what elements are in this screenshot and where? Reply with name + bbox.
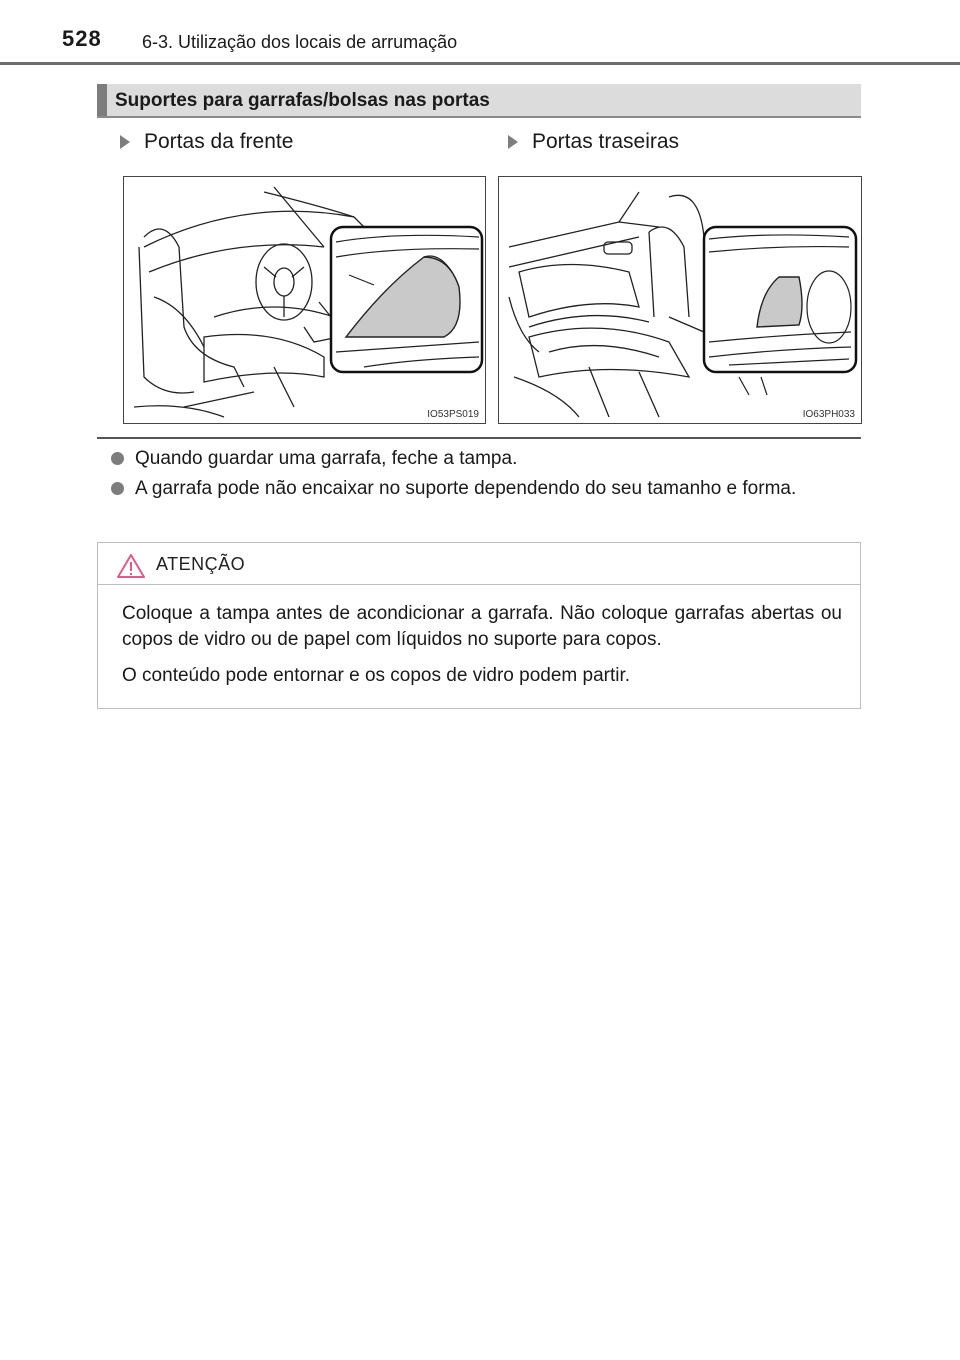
warning-body (122, 601, 842, 699)
note-text: Quando guardar uma garrafa, feche a tampa. (135, 448, 518, 469)
section-title-accent (97, 84, 107, 116)
rear-door-drawing (499, 177, 862, 424)
warning-triangle-icon (116, 553, 146, 579)
warning-paragraph: O conteúdo pode entornar e os copos de vidro podem partir. (122, 665, 631, 686)
chapter-title: 6-3. Utilização dos locais de arrumação (142, 32, 458, 52)
warning-box (97, 542, 861, 709)
rear-figure-code: IO63PH033 (802, 409, 855, 420)
warning-label: ATENÇÃO (156, 554, 246, 574)
front-door-drawing (124, 177, 486, 424)
section-divider (97, 437, 861, 439)
bullet-dot-icon (111, 482, 124, 495)
front-doors-heading (120, 130, 293, 154)
front-figure-code: IO53PS019 (427, 409, 479, 420)
rear-doors-label: Portas traseiras (532, 130, 680, 153)
bullet-dot-icon (111, 452, 124, 465)
note-text: A garrafa pode não encaixar no suporte dependendo do seu tamanho e forma. (135, 478, 797, 499)
front-door-illustration (123, 176, 486, 424)
header-divider (0, 62, 960, 65)
page-number: 528 (62, 26, 102, 51)
front-doors-label: Portas da frente (144, 130, 294, 153)
triangle-bullet-icon (120, 135, 130, 149)
section-title-bar (97, 84, 861, 118)
warning-paragraph: Coloque a tampa antes de acondicionar a garrafa. Não coloque garrafas abertas ou copos de vidro ou de papel com líquidos no suporte para copos. (122, 603, 842, 650)
rear-doors-heading (508, 130, 679, 154)
page-header (0, 0, 960, 70)
warning-header (98, 543, 860, 585)
section-title: Suportes para garrafas/bolsas nas portas (115, 90, 490, 111)
triangle-bullet-icon (508, 135, 518, 149)
rear-door-illustration (498, 176, 862, 424)
